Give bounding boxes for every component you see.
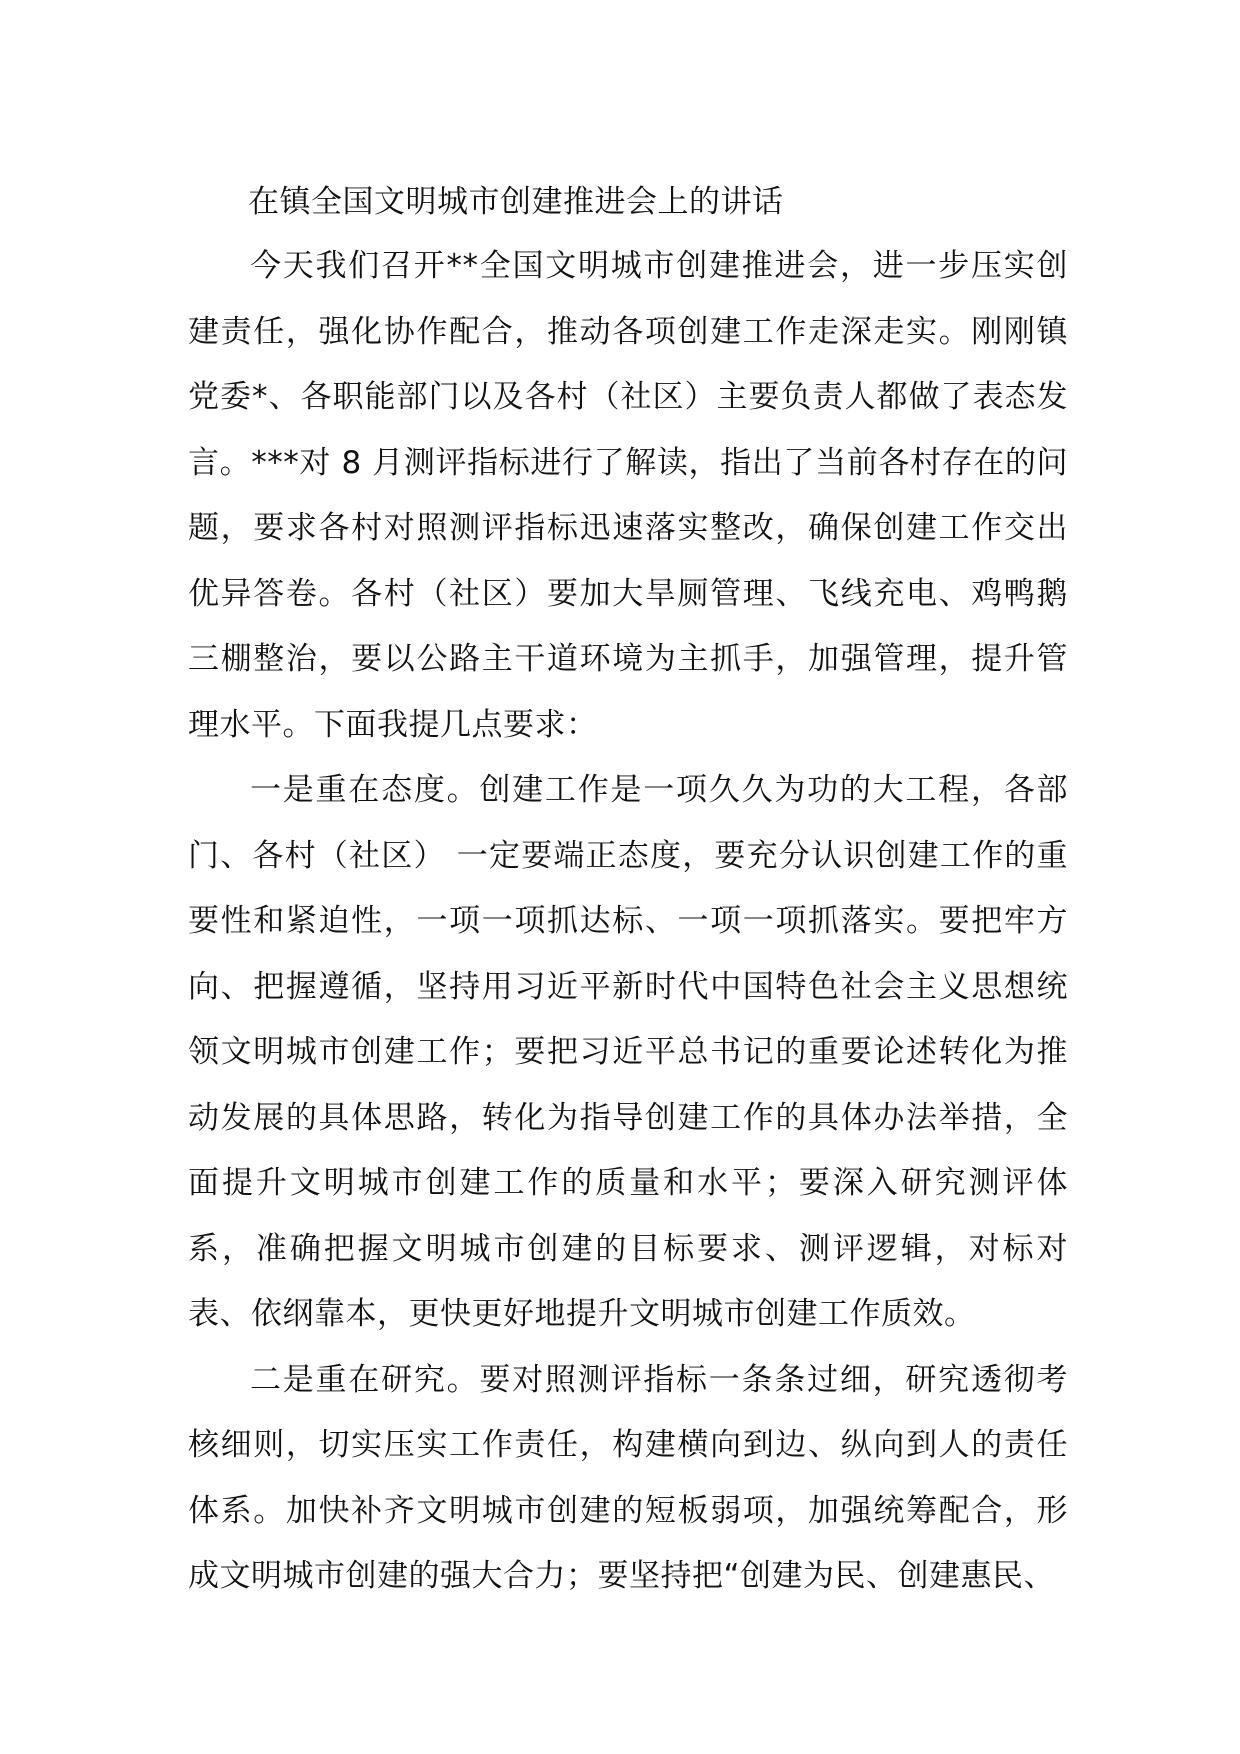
document-title: 在镇全国文明城市创建推进会上的讲话 — [248, 184, 784, 220]
paragraph-intro: 今天我们召开**全国文明城市创建推进会，进一步压实创建责任，强化协作配合，推动各项创建工作走深走实。刚刚镇党委*、各职能部门以及各村（社区）主要负责人都做了表态发言。***对 8 月测评指标进行了解读，指出了当前各村存在的问题，要求各村对照测评指标迅速落实整改，确保创建工作交出优异答卷。各村（社区）要加大旱厕管理、飞线充电、鸡鸭鹅三棚整治，要以公路主干道环境为主抓手，加强管理，提升管理水平。下面我提几点要求： — [188, 248, 1068, 743]
paragraph-research: 二是重在研究。要对照测评指标一条条过细，研究透彻考核细则，切实压实工作责任，构建横向到边、纵向到人的责任体系。加快补齐文明城市创建的短板弱项，加强统筹配合，形成文明城市创建的强大合力；要坚持把“创建为民、创建惠民、 — [188, 1361, 1068, 1594]
paragraph-attitude: 一是重在态度。创建工作是一项久久为功的大工程，各部门、各村（社区） 一定要端正态度，要充分认识创建工作的重要性和紧迫性，一项一项抓达标、一项一项抓落实。要把牢方向、把握遵循，坚持用习近平新时代中国特色社会主义思想统领文明城市创建工作；要把习近平总书记的重要论述转化为推动发展的具体思路，转化为指导创建工作的具体办法举措，全面提升文明城市创建工作的质量和水平；要深入研究测评体系，准确把握文明城市创建的目标要求、测评逻辑，对标对表、依纲靠本，更快更好地提升文明城市创建工作质效。 — [188, 772, 1068, 1332]
document-body — [188, 170, 1068, 1610]
